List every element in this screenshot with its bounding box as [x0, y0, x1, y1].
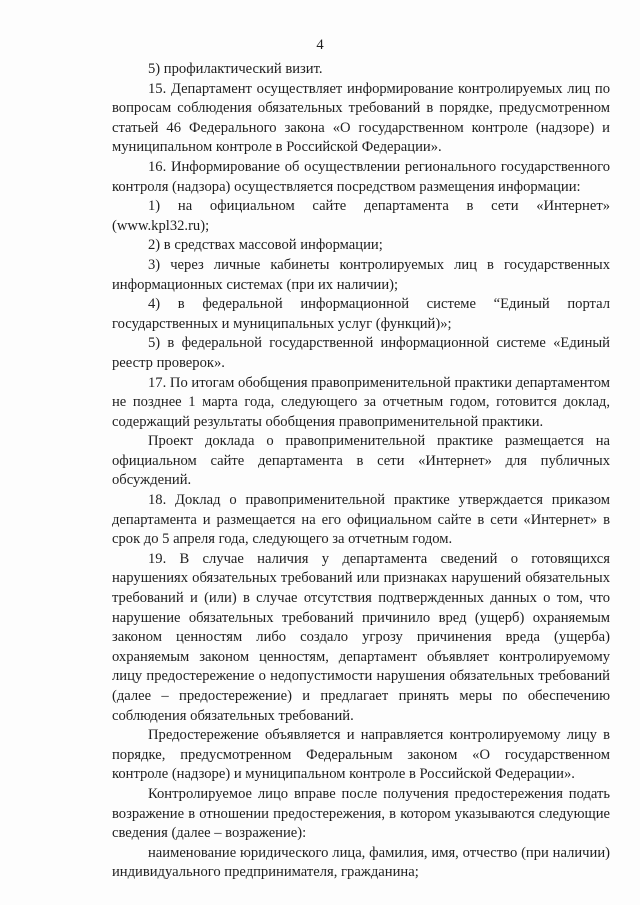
paragraph: 5) профилактический визит.: [148, 61, 323, 77]
paragraph: 5) в федеральной государственной информационной системе «Единый реестр проверок».: [112, 335, 610, 371]
page-number: 4: [316, 37, 324, 53]
document-body: [112, 60, 610, 883]
paragraph: 16. Информирование об осуществлении регионального государственного контроля (надзора) осуществляется посредством размещения информации:: [112, 158, 610, 195]
paragraph: 3) через личные кабинеты контролируемых лиц в государственных информационных системах (при их наличии);: [112, 256, 610, 293]
paragraph: 4) в федеральной информационной системе “Единый портал государственных и муниципальных услуг (функций)»;: [112, 296, 610, 332]
paragraph: 19. В случае наличия у департамента сведений о готовящихся нарушениях обязательных требований или признаках нарушений обязательных требований и (или) в случае отсутствия подтвержденных данных о том, что нарушение обязательных требований причинило вред (ущерб) охраняемым законом ценностям либо создало угрозу причинения вреда (ущерба) охраняемым законом ценностям, департамент объявляет контролируемому лицу предостережение о недопустимости нарушения обязательных требований (далее – предостережение) и предлагает принять меры по обеспечению соблюдения обязательных требований.: [112, 550, 610, 724]
paragraph: 18. Доклад о правоприменительной практике утверждается приказом департамента и размещается на его официальном сайте в сети «Интернет» в срок до 5 апреля года, следующего за отчетным годом.: [112, 492, 610, 548]
paragraph: 17. По итогам обобщения правоприменительной практики департаментом не позднее 1 марта года, следующего за отчетным годом, готовится доклад, содержащий результаты обобщения правоприменительной практики.: [112, 374, 610, 430]
paragraph: Контролируемое лицо вправе после получения предостережения подать возражение в отношении предостережения, в котором указываются следующие сведения (далее – возражение):: [112, 785, 610, 842]
paragraph: 1) на официальном сайте департамента в сети «Интернет» (www.kpl32.ru);: [112, 198, 610, 234]
paragraph: 15. Департамент осуществляет информирование контролируемых лиц по вопросам соблюдения обязательных требований в порядке, предусмотренном статьей 46 Федерального закона «О государственном контроле (надзоре) и муниципальном контроле в Российской Федерации».: [112, 80, 610, 156]
paragraph: Предостережение объявляется и направляется контролируемому лицу в порядке, предусмотренном Федеральным законом «О государственном контроле (надзоре) и муниципальном контроле в Российской Федерации».: [112, 727, 610, 783]
paragraph: 2) в средствах массовой информации;: [148, 237, 383, 254]
paragraph: Проект доклада о правоприменительной практике размещается на официальном сайте департамента в сети «Интернет» для публичных обсуждений.: [112, 433, 610, 489]
paragraph: наименование юридического лица, фамилия, имя, отчество (при наличии) индивидуального предпринимателя, гражданина;: [112, 844, 610, 881]
